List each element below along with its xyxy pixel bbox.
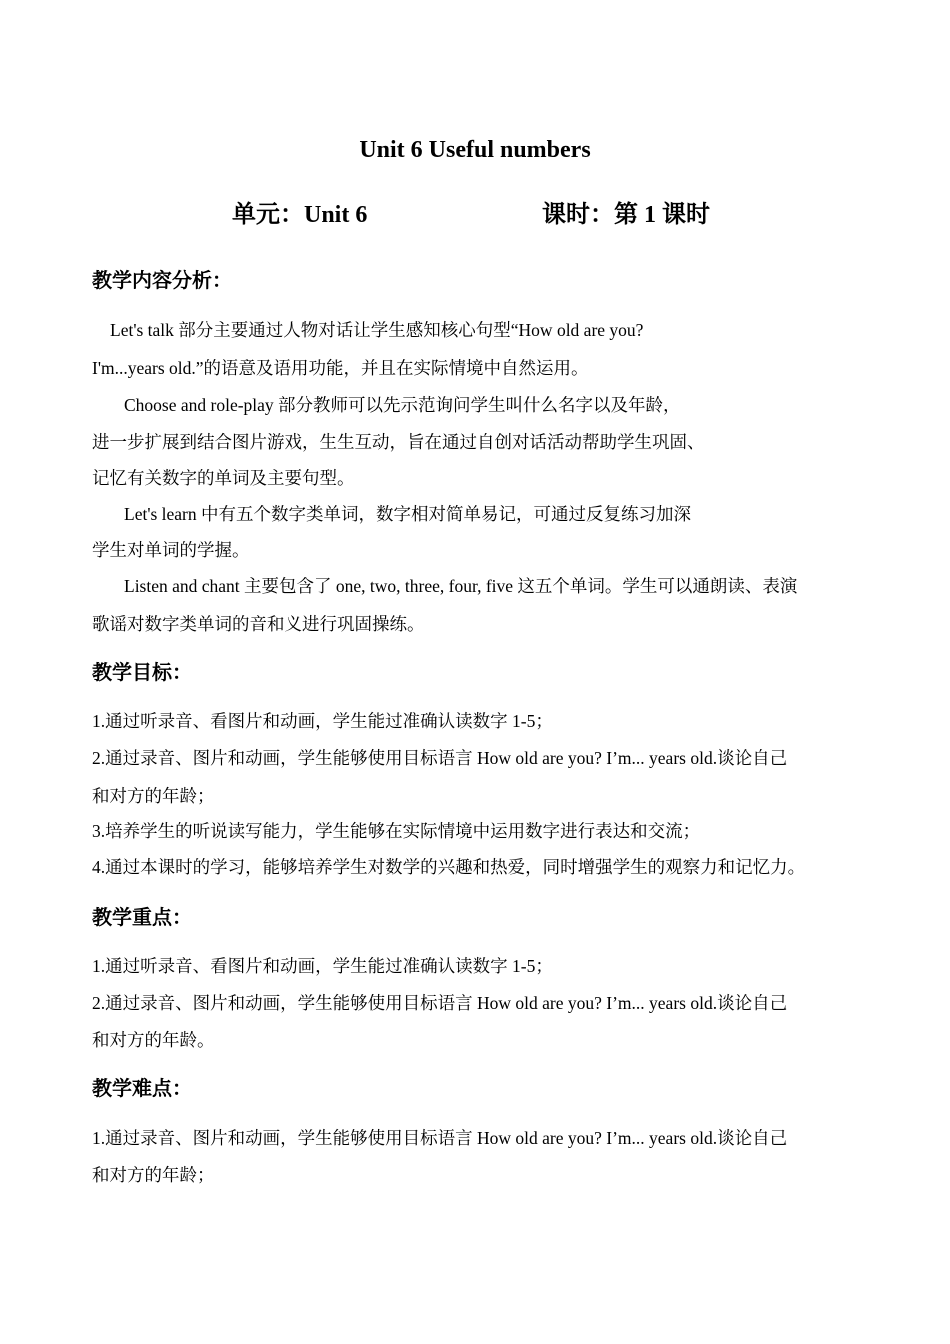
difficulty-line: 和对方的年龄； [92, 1165, 215, 1185]
objectives-heading: 教学目标： [92, 662, 192, 684]
content-analysis-line: 记忆有关数字的单词及主要句型。 [92, 468, 355, 488]
content-analysis-line: Let's talk 部分主要通过人物对话让学生感知核心句型“How old are you? [110, 320, 644, 340]
key-point-line: 和对方的年龄。 [92, 1030, 215, 1050]
objective-line: 2.通过录音、图片和动画，学生能够使用目标语言 How old are you? I’m... years old.谈论自己 [92, 748, 788, 768]
key-point-line: 1.通过听录音、看图片和动画，学生能过准确认读数字 1-5； [92, 956, 553, 976]
key-point-line: 2.通过录音、图片和动画，学生能够使用目标语言 How old are you? I’m... years old.谈论自己 [92, 993, 788, 1013]
content-analysis-line: Let's learn 中有五个数字类单词，数字相对简单易记，可通过反复练习加深 [124, 504, 692, 524]
objective-line: 1.通过听录音、看图片和动画，学生能过准确认读数字 1-5； [92, 711, 553, 731]
content-analysis-line: 歌谣对数字类单词的音和义进行巩固操练。 [92, 614, 425, 634]
content-analysis-line: Listen and chant 主要包含了 one, two, three, four, five 这五个单词。学生可以通朗读、表演 [124, 576, 798, 596]
key-points-heading: 教学重点： [92, 907, 192, 929]
document-title: Unit 6 Useful numbers [359, 137, 591, 163]
objective-line: 4.通过本课时的学习，能够培养学生对数学的兴趣和热爱，同时增强学生的观察力和记忆力。 [92, 857, 806, 877]
unit-label: 单元：Unit 6 [232, 202, 368, 228]
difficulties-heading: 教学难点： [92, 1078, 192, 1100]
content-analysis-line: 学生对单词的学握。 [92, 540, 250, 560]
content-analysis-line: Choose and role-play 部分教师可以先示范询问学生叫什么名字以及年龄， [124, 395, 681, 415]
content-analysis-line: 进一步扩展到结合图片游戏，生生互动，旨在通过自创对话活动帮助学生巩固、 [92, 432, 705, 452]
difficulty-line: 1.通过录音、图片和动画，学生能够使用目标语言 How old are you? I’m... years old.谈论自己 [92, 1128, 788, 1148]
content-analysis-line: I'm...years old.”的语意及语用功能，并且在实际情境中自然运用。 [92, 358, 589, 378]
objective-line: 3.培养学生的听说读写能力，学生能够在实际情境中运用数字进行表达和交流； [92, 821, 701, 841]
content-analysis-heading: 教学内容分析： [92, 270, 232, 292]
objective-line: 和对方的年龄； [92, 786, 215, 806]
lesson-label: 课时：第 1 课时 [542, 202, 710, 228]
